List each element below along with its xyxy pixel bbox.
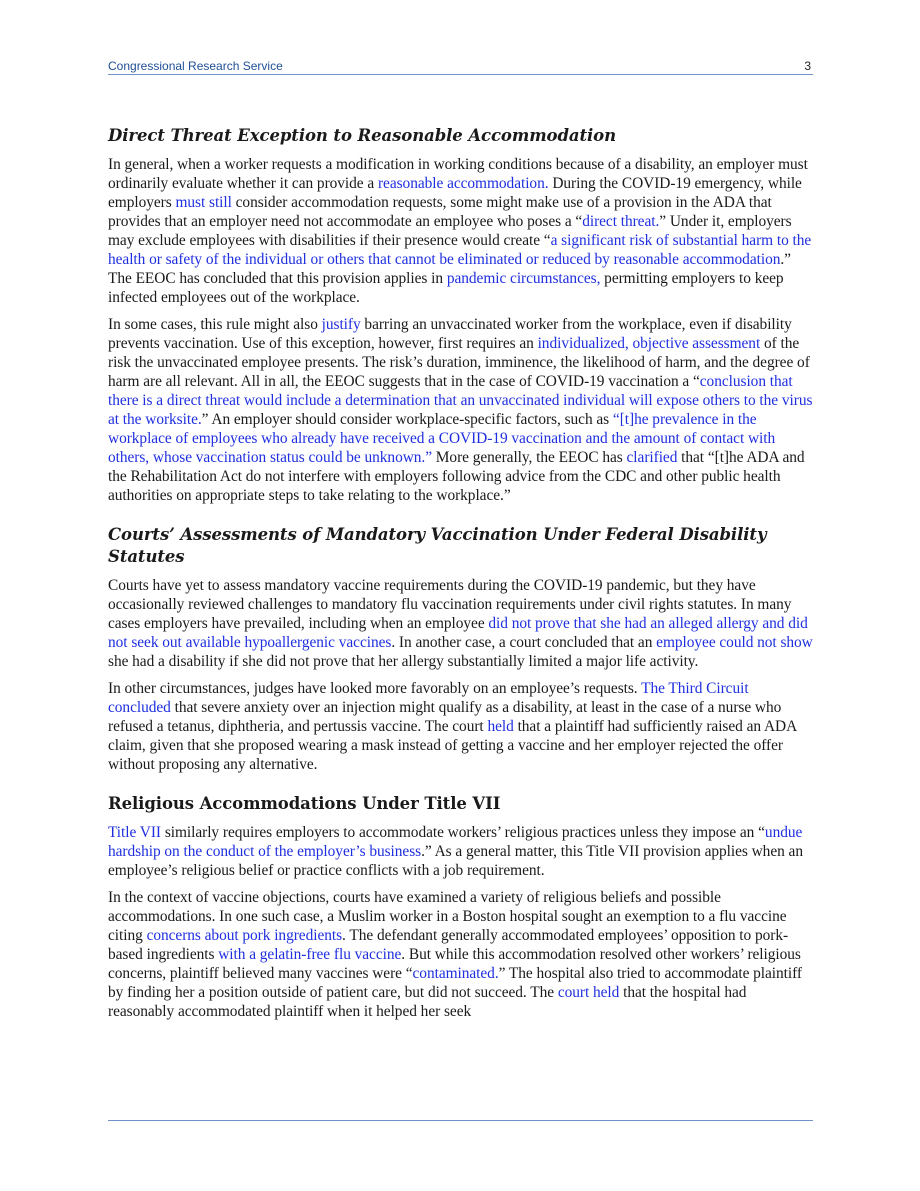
section-courts-assessments [108,524,813,774]
text-run: . The defendant generally accommodated employees’ opposition to pork-based ingredients [108,927,789,963]
text-run: that severe anxiety over an injection might qualify as a disability, at least in the case of a nurse who refused a tetanus, diphtheria, and pertussis vaccine. The court [108,699,782,735]
page-number: 3 [804,59,811,73]
section-heading: Religious Accommodations Under Title VII [108,794,501,813]
inline-link[interactable]: contaminated. [412,965,499,982]
inline-link[interactable]: The Third Circuit concluded [108,680,749,716]
inline-link[interactable]: a significant risk of substantial harm to the health or safety of the individual or others that cannot be eliminated or reduced by reasonable accommodation [108,232,812,268]
inline-link[interactable]: undue hardship on the conduct of the employer’s business [108,824,803,860]
inline-link[interactable]: did not prove that she had an alleged allergy and did not seek out available hypoallergenic vaccines [108,615,808,651]
text-run: of the risk the unvaccinated employee presents. The risk’s duration, imminence, the likelihood of harm, and the degree of harm are all relevant. All in all, the EEOC suggests that in the case of COVID-19 vaccination a “ [108,335,810,390]
text-run: that a plaintiff had sufficiently raised an ADA claim, given that she proposed wearing a mask instead of getting a vaccine and her employer rejected the offer without proposing any alternative. [108,718,797,773]
header-title: Congressional Research Service [108,59,283,73]
footer-rule [108,1120,813,1121]
text-run: ” Under it, employers may exclude employees with disabilities if their presence would create “ [108,213,792,249]
section-direct-threat [108,125,813,505]
paragraph [108,679,813,774]
text-run: that “[t]he ADA and the Rehabilitation Act do not interfere with employers following advice from the CDC and other public health authorities on appropriate steps to take relating to the workplace.” [108,449,805,504]
inline-link[interactable]: Title VII [108,824,162,841]
text-run: . In another case, a court concluded that an [391,634,657,651]
text-run: barring an unvaccinated worker from the workplace, even if disability prevents vaccination. Use of this exception, however, first requires an [108,316,792,352]
inline-link[interactable]: direct threat. [582,213,660,230]
inline-link[interactable]: conclusion that there is a direct threat would include a determination that an unvaccinated individual will expose others to the virus at the worksite. [108,373,813,428]
text-run: ” The hospital also tried to accommodate plaintiff by finding her a position outside of patient care, but did not succeed. The [108,965,802,1001]
text-run: that the hospital had reasonably accommodated plaintiff when it helped her seek [108,984,747,1020]
section-religious-accommodations [108,793,813,1021]
inline-link[interactable]: individualized, objective assessment [537,335,761,352]
text-run: In other circumstances, judges have looked more favorably on an employee’s requests. [108,680,642,697]
inline-link[interactable]: court held [557,984,620,1001]
inline-link[interactable]: held [487,718,514,735]
paragraph [108,315,813,505]
inline-link[interactable]: “[t]he prevalence in the workplace of employees who already have received a COVID-19 vaccination and the amount of contact with others, whose vaccination status could be unknown.” [108,411,776,466]
inline-link[interactable]: with a gelatin-free flu vaccine [218,946,402,963]
text-run: In general, when a worker requests a modification in working conditions because of a disability, an employer must ordinarily evaluate whether it can provide a [108,156,808,192]
inline-link[interactable]: must still [175,194,232,211]
text-run: . But while this accommodation resolved other workers’ religious concerns, plaintiff believed many vaccines were “ [108,946,801,982]
inline-link[interactable]: reasonable accommodation. [377,175,549,192]
inline-link[interactable]: concerns about pork ingredients [146,927,343,944]
paragraph [108,576,813,671]
inline-link[interactable]: employee could not show [656,634,813,651]
text-run: permitting employers to keep infected employees out of the workplace. [108,270,784,306]
document-body [108,125,813,1021]
section-heading: Courts’ Assessments of Mandatory Vaccination Under Federal Disability Statutes [108,525,767,566]
text-run: consider accommodation requests, some might make use of a provision in the ADA that provides that an employer need not accommodate an employee who poses a “ [108,194,772,230]
inline-link[interactable]: justify [321,316,361,333]
page-header [108,58,813,75]
inline-link[interactable]: pandemic circumstances, [446,270,601,287]
section-heading: Direct Threat Exception to Reasonable Accommodation [108,126,616,145]
paragraph [108,823,813,880]
paragraph [108,155,813,307]
text-run: In the context of vaccine objections, courts have examined a variety of religious beliefs and possible accommodations. In one such case, a Muslim worker in a Boston hospital sought an exemption to a flu vaccine citing [108,889,787,944]
paragraph [108,888,813,1021]
text-run: Courts have yet to assess mandatory vaccine requirements during the COVID-19 pandemic, but they have occasionally reviewed challenges to mandatory flu vaccination requirements under civil rights statutes. In many cases employers have prevailed, including when an employee [108,577,792,632]
text-run: ” An employer should consider workplace-specific factors, such as [201,411,613,428]
text-run: .” The EEOC has concluded that this provision applies in [108,251,791,287]
inline-link[interactable]: clarified [626,449,678,466]
text-run: similarly requires employers to accommodate workers’ religious practices unless they impose an “ [161,824,765,841]
text-run: .” As a general matter, this Title VII provision applies when an employee’s religious belief or practice conflicts with a job requirement. [108,843,803,879]
text-run: In some cases, this rule might also [108,316,322,333]
text-run: During the COVID-19 emergency, while employers [108,175,802,211]
text-run: she had a disability if she did not prove that her allergy substantially limited a major life activity. [108,653,699,670]
text-run: More generally, the EEOC has [432,449,627,466]
